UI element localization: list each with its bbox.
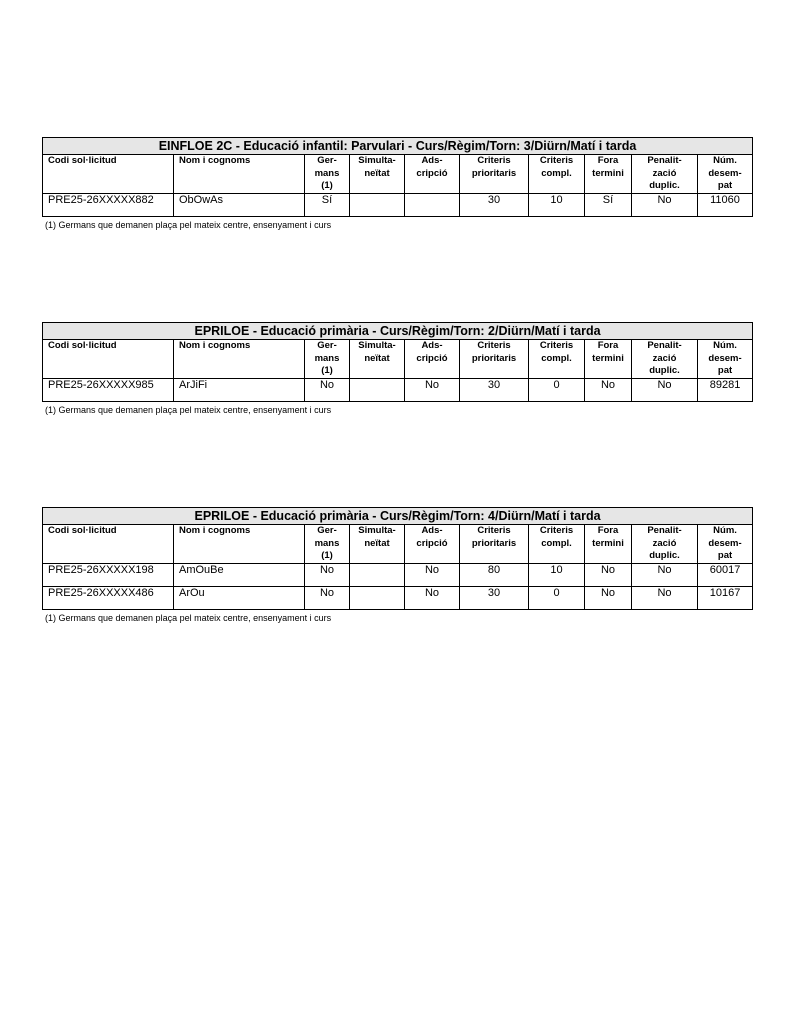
col-penalitzacio-header: Penalit- zació duplic. [632, 525, 698, 564]
col-penalitzacio-cell: No [632, 587, 698, 610]
col-num-desempat-header: Núm. desem- pat [698, 155, 753, 194]
col-germans-cell: Sí [305, 194, 350, 217]
col-criteris-prioritaris-cell: 80 [460, 564, 529, 587]
col-nom-cell: AmOuBe [174, 564, 305, 587]
col-simultaneitat-cell [350, 564, 405, 587]
col-codi-header: Codi sol·licitud [43, 340, 174, 379]
col-fora-termini-cell: No [585, 379, 632, 402]
col-criteris-prioritaris-header: Criteris prioritaris [460, 340, 529, 379]
table-row [43, 379, 753, 402]
result-table-block [42, 137, 752, 230]
col-simultaneitat-header: Simulta- neïtat [350, 155, 405, 194]
col-criteris-prioritaris-cell: 30 [460, 587, 529, 610]
col-adscripcio-cell: No [405, 587, 460, 610]
col-codi-header: Codi sol·licitud [43, 155, 174, 194]
col-criteris-compl-header: Criteris compl. [529, 525, 585, 564]
col-criteris-compl-header: Criteris compl. [529, 340, 585, 379]
col-fora-termini-cell: Sí [585, 194, 632, 217]
table-row [43, 194, 753, 217]
col-fora-termini-cell: No [585, 587, 632, 610]
footnote: (1) Germans que demanen plaça pel mateix centre, ensenyament i curs [45, 220, 332, 230]
col-fora-termini-cell: No [585, 564, 632, 587]
col-germans-cell: No [305, 564, 350, 587]
col-adscripcio-header: Ads- cripció [405, 155, 460, 194]
col-germans-header: Ger- mans (1) [305, 525, 350, 564]
header-row [43, 155, 753, 194]
col-nom-header: Nom i cognoms [174, 525, 305, 564]
col-fora-termini-header: Fora termini [585, 525, 632, 564]
col-simultaneitat-header: Simulta- neïtat [350, 340, 405, 379]
col-criteris-prioritaris-header: Criteris prioritaris [460, 155, 529, 194]
col-adscripcio-cell: No [405, 379, 460, 402]
col-penalitzacio-cell: No [632, 194, 698, 217]
table-title: EPRILOE - Educació primària - Curs/Règim/Torn: 4/Diürn/Matí i tarda [43, 508, 753, 525]
footnote: (1) Germans que demanen plaça pel mateix centre, ensenyament i curs [45, 613, 332, 623]
col-criteris-prioritaris-cell: 30 [460, 194, 529, 217]
col-criteris-prioritaris-cell: 30 [460, 379, 529, 402]
col-criteris-compl-header: Criteris compl. [529, 155, 585, 194]
col-adscripcio-header: Ads- cripció [405, 340, 460, 379]
col-num-desempat-cell: 10167 [698, 587, 753, 610]
col-penalitzacio-cell: No [632, 564, 698, 587]
col-penalitzacio-cell: No [632, 379, 698, 402]
col-num-desempat-header: Núm. desem- pat [698, 525, 753, 564]
col-simultaneitat-cell [350, 194, 405, 217]
col-criteris-compl-cell: 0 [529, 587, 585, 610]
result-table-block [42, 507, 752, 623]
col-germans-header: Ger- mans (1) [305, 155, 350, 194]
col-criteris-compl-cell: 0 [529, 379, 585, 402]
col-simultaneitat-cell [350, 379, 405, 402]
col-penalitzacio-header: Penalit- zació duplic. [632, 155, 698, 194]
result-table-block [42, 322, 752, 415]
col-adscripcio-header: Ads- cripció [405, 525, 460, 564]
col-nom-cell: ArJiFi [174, 379, 305, 402]
col-codi-cell: PRE25-26XXXXX198 [43, 564, 174, 587]
col-num-desempat-cell: 60017 [698, 564, 753, 587]
col-nom-header: Nom i cognoms [174, 155, 305, 194]
col-num-desempat-cell: 11060 [698, 194, 753, 217]
col-penalitzacio-header: Penalit- zació duplic. [632, 340, 698, 379]
col-nom-cell: ArOu [174, 587, 305, 610]
table-title: EPRILOE - Educació primària - Curs/Règim/Torn: 2/Diürn/Matí i tarda [43, 323, 753, 340]
col-codi-cell: PRE25-26XXXXX882 [43, 194, 174, 217]
table-title: EINFLOE 2C - Educació infantil: Parvulari - Curs/Règim/Torn: 3/Diürn/Matí i tarda [43, 138, 753, 155]
col-criteris-compl-cell: 10 [529, 564, 585, 587]
col-codi-cell: PRE25-26XXXXX486 [43, 587, 174, 610]
col-criteris-prioritaris-header: Criteris prioritaris [460, 525, 529, 564]
header-row [43, 340, 753, 379]
col-nom-cell: ObOwAs [174, 194, 305, 217]
col-simultaneitat-cell [350, 587, 405, 610]
col-adscripcio-cell: No [405, 564, 460, 587]
table-row [43, 564, 753, 587]
col-nom-header: Nom i cognoms [174, 340, 305, 379]
result-table [42, 137, 753, 217]
col-num-desempat-cell: 89281 [698, 379, 753, 402]
col-fora-termini-header: Fora termini [585, 155, 632, 194]
result-table [42, 507, 753, 610]
footnote: (1) Germans que demanen plaça pel mateix centre, ensenyament i curs [45, 405, 332, 415]
table-row [43, 587, 753, 610]
col-num-desempat-header: Núm. desem- pat [698, 340, 753, 379]
col-germans-header: Ger- mans (1) [305, 340, 350, 379]
header-row [43, 525, 753, 564]
result-table [42, 322, 753, 402]
col-germans-cell: No [305, 379, 350, 402]
col-germans-cell: No [305, 587, 350, 610]
col-criteris-compl-cell: 10 [529, 194, 585, 217]
col-adscripcio-cell [405, 194, 460, 217]
col-simultaneitat-header: Simulta- neïtat [350, 525, 405, 564]
col-codi-header: Codi sol·licitud [43, 525, 174, 564]
col-fora-termini-header: Fora termini [585, 340, 632, 379]
col-codi-cell: PRE25-26XXXXX985 [43, 379, 174, 402]
